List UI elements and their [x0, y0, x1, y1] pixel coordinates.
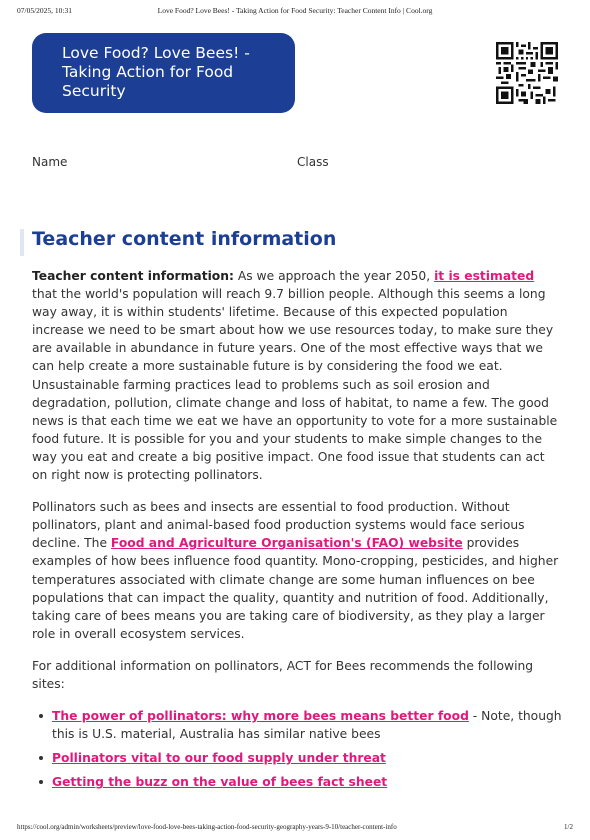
- qr-code-icon: [496, 42, 558, 104]
- buzz-fact-sheet-link[interactable]: Getting the buzz on the value of bees fact sheet: [52, 775, 388, 790]
- paragraph-text: As we approach the year 2050,: [233, 269, 435, 283]
- power-of-pollinators-link[interactable]: The power of pollinators: why more bees means better food: [52, 709, 469, 724]
- print-url: https://cool.org/admin/worksheets/preview/love-food-love-bees-taking-action-food-security-geography-years-9-10/teacher-content-info: [17, 823, 397, 831]
- print-datetime: 07/05/2025, 10:31: [17, 6, 73, 15]
- resource-links-list: [32, 707, 562, 791]
- paragraph-text: Pollinators such as bees and insects are essential to food production. Without pollinators, plant and animal-based food production systems would face serious decline. The: [32, 500, 525, 551]
- page-number: 1/2: [564, 823, 573, 831]
- bullet-icon: [39, 714, 43, 718]
- paragraph-intro: [32, 267, 562, 484]
- print-doc-title: Love Food? Love Bees! - Taking Action for Food Security: Teacher Content Info | Cool.org: [157, 6, 433, 15]
- bullet-icon: [39, 756, 43, 760]
- paragraph-text: provides examples of how bees influence food quantity. Mono-cropping, pesticides, and higher temperatures associated with climate change are some human influences on bee populations that can impact the quality, quantity and nutrition of food. Additionally, taking care of bees means you are taking care of biodiversity, as they play a larger role in overall ecosystem services.: [32, 536, 559, 641]
- paragraph-text: that the world's population will reach 9.7 billion people. Although this seems a long way away, it is within students' lifetime. Because of this expected population increase we need to be smart about how we use resources today, to make sure they are available in abundance in future years. One of the most effective ways that we can help create a more sustainable future is by considering the food we eat. Unsustainable farming practices lead to problems such as soil erosion and degradation, pollution, climate change and loss of habitat, to name a few. The good news is that each time we eat we have an opportunity to vote for a more sustainable food future. It is possible for you and your students to make simple changes to the way you eat and create a big positive impact. One food issue that students can act on right now is protecting pollinators.: [32, 287, 558, 483]
- lead-label: Teacher content information:: [32, 269, 234, 283]
- page-title: Love Food? Love Bees! - Taking Action for Food Security: [32, 33, 295, 113]
- bullet-icon: [39, 780, 43, 784]
- list-item: [52, 773, 562, 791]
- it-is-estimated-link[interactable]: it is estimated: [434, 269, 535, 283]
- list-item: [52, 749, 562, 767]
- pollinators-vital-link[interactable]: Pollinators vital to our food supply under threat: [52, 751, 386, 766]
- print-header: [0, 6, 590, 18]
- class-field-label: Class: [297, 155, 329, 169]
- name-field-label: Name: [32, 155, 68, 169]
- list-item-note: - Note, though this is U.S. material, Australia has similar native bees: [52, 709, 562, 742]
- section-accent-bar: [20, 229, 24, 256]
- list-item: [52, 707, 562, 743]
- fao-website-link[interactable]: Food and Agriculture Organisation's (FAO) website: [110, 536, 463, 551]
- paragraph-additional-info: For additional information on pollinators, ACT for Bees recommends the following sites:: [32, 658, 534, 691]
- paragraph-pollinators: [32, 498, 562, 643]
- content-body: [32, 267, 562, 797]
- section-heading: Teacher content information: [32, 228, 337, 250]
